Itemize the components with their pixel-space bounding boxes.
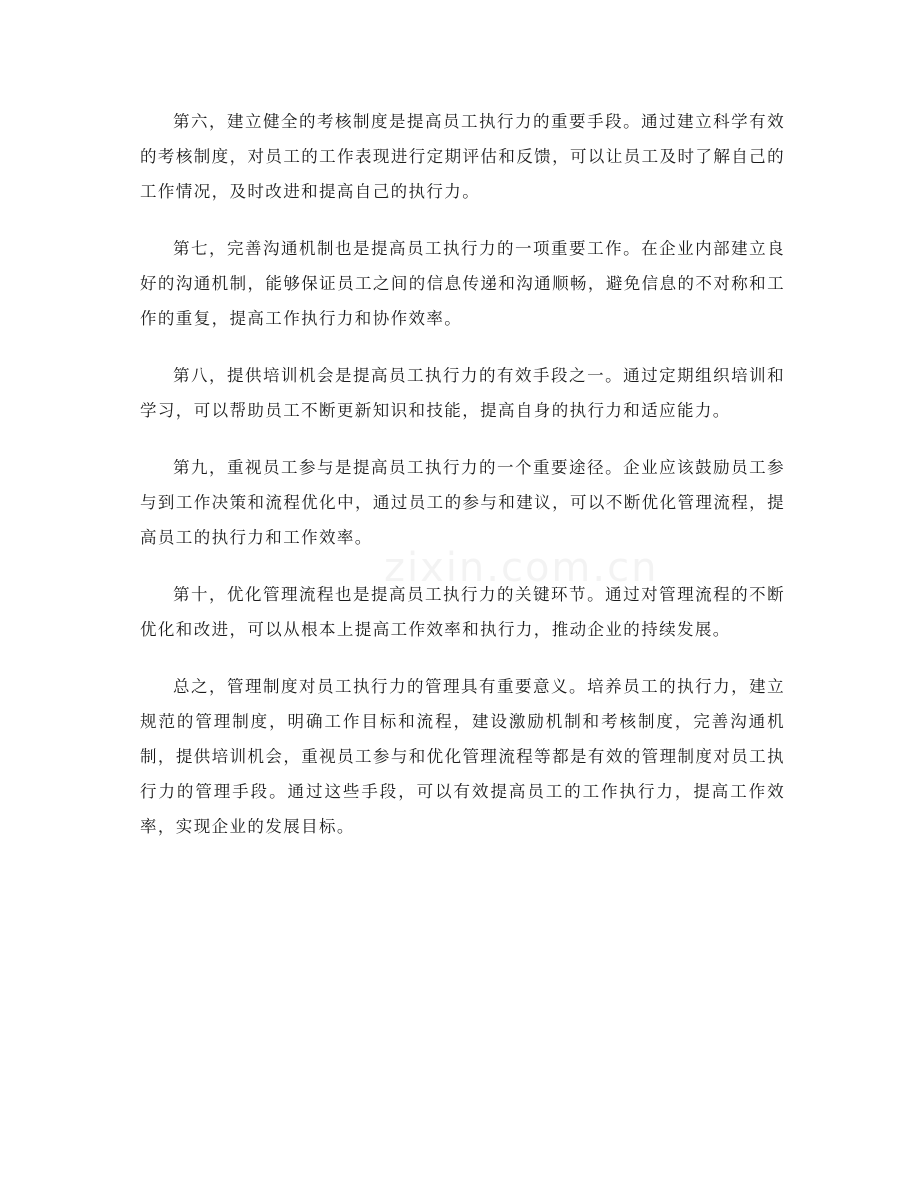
paragraph-9: 第九，重视员工参与是提高员工执行力的一个重要途径。企业应该鼓励员工参与到工作决策和流程优化中，通过员工的参与和建议，可以不断优化管理流程，提高员工的执行力和工作效率。 [140, 458, 785, 547]
watermark: zixin.com.cn [384, 545, 659, 591]
paragraph-summary: 总之，管理制度对员工执行力的管理具有重要意义。培养员工的执行力，建立规范的管理制度，明确工作目标和流程，建设激励机制和考核制度，完善沟通机制，提供培训机会，重视员工参与和优化管理流程等都是有效的管理制度对员工执行力的管理手段。通过这些手段，可以有效提高员工的工作执行力，提高工作效率，实现企业的发展目标。 [140, 677, 785, 836]
paragraph-6: 第六，建立健全的考核制度是提高员工执行力的重要手段。通过建立科学有效的考核制度，对员工的工作表现进行定期评估和反馈，可以让员工及时了解自己的工作情况，及时改进和提高自己的执行力。 [140, 112, 785, 201]
paragraph-10: 第十，优化管理流程也是提高员工执行力的关键环节。通过对管理流程的不断优化和改进，可以从根本上提高工作效率和执行力，推动企业的持续发展。 [140, 585, 785, 639]
document-body [140, 104, 785, 866]
paragraph-7: 第七，完善沟通机制也是提高员工执行力的一项重要工作。在企业内部建立良好的沟通机制，能够保证员工之间的信息传递和沟通顺畅，避免信息的不对称和工作的重复，提高工作执行力和协作效率。 [140, 239, 785, 328]
paragraph-8: 第八，提供培训机会是提高员工执行力的有效手段之一。通过定期组织培训和学习，可以帮助员工不断更新知识和技能，提高自身的执行力和适应能力。 [140, 366, 785, 420]
